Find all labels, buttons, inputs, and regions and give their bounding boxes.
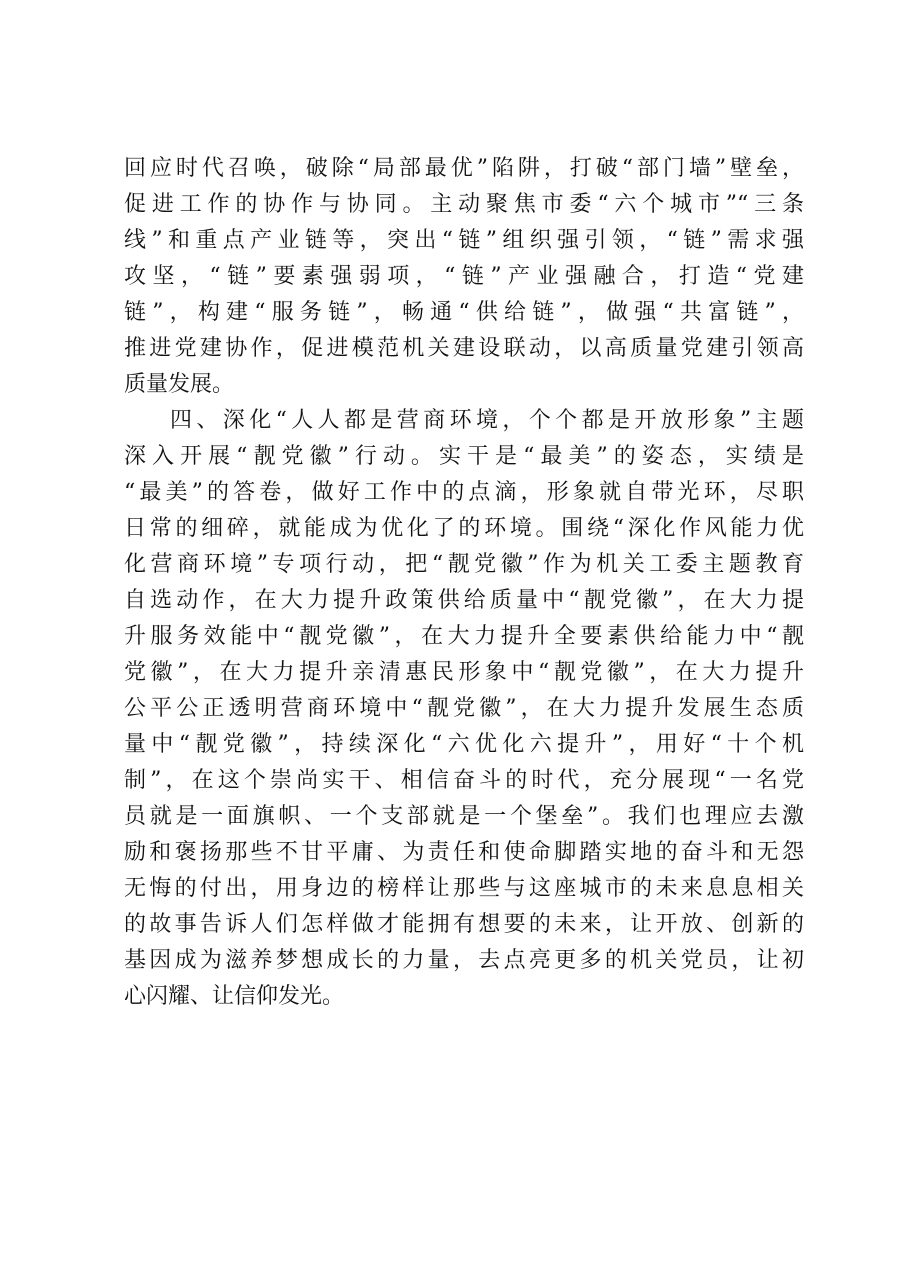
text-line: 基因成为滋养梦想成长的力量，去点亮更多的机关党员，让初	[124, 948, 804, 973]
text-line: 日常的细碎，就能成为优化了的环境。围绕“深化作风能力优	[124, 516, 804, 541]
text-line: 的故事告诉人们怎样做才能拥有想要的未来，让开放、创新的	[124, 912, 804, 937]
text-line: 心闪耀、让信仰发光。	[124, 984, 345, 1009]
text-line: 员就是一面旗帜、一个支部就是一个堡垒”。我们也理应去激	[124, 804, 804, 829]
text-line: 回应时代召唤，破除“局部最优”陷阱，打破“部门墙”壁垒，	[124, 156, 804, 181]
text-line: 推进党建协作，促进模范机关建设联动，以高质量党建引领高	[124, 336, 804, 361]
text-line: 自选动作，在大力提升政策供给质量中“靓党徽”，在大力提	[124, 588, 804, 613]
text-line: 量中“靓党徽”，持续深化“六优化六提升”，用好“十个机	[124, 732, 804, 757]
text-line: 公平公正透明营商环境中“靓党徽”，在大力提升发展生态质	[124, 696, 804, 721]
text-line: 线”和重点产业链等，突出“链”组织强引领，“链”需求强	[124, 228, 804, 253]
text-line: 质量发展。	[124, 372, 235, 397]
text-line: 攻坚，“链”要素强弱项，“链”产业强融合，打造“党建	[124, 264, 804, 289]
text-line: 升服务效能中“靓党徽”，在大力提升全要素供给能力中“靓	[124, 624, 804, 649]
text-line: 促进工作的协作与协同。主动聚焦市委“六个城市”“三条	[124, 192, 804, 217]
paragraph-heading-line: 四、深化“人人都是营商环境，个个都是开放形象”主题	[170, 408, 804, 433]
text-line: 化营商环境”专项行动，把“靓党徽”作为机关工委主题教育	[124, 552, 804, 577]
text-line: 无悔的付出，用身边的榜样让那些与这座城市的未来息息相关	[124, 876, 804, 901]
text-line: 深入开展“靓党徽”行动。实干是“最美”的姿态，实绩是	[124, 444, 804, 469]
text-line: 励和褒扬那些不甘平庸、为责任和使命脚踏实地的奋斗和无怨	[124, 840, 804, 865]
text-line: 制”，在这个崇尚实干、相信奋斗的时代，充分展现“一名党	[124, 768, 804, 793]
text-line: “最美”的答卷，做好工作中的点滴，形象就自带光环，尽职	[124, 480, 804, 505]
text-line: 党徽”，在大力提升亲清惠民形象中“靓党徽”，在大力提升	[124, 660, 804, 685]
text-line: 链”，构建“服务链”，畅通“供给链”，做强“共富链”，	[124, 300, 804, 325]
